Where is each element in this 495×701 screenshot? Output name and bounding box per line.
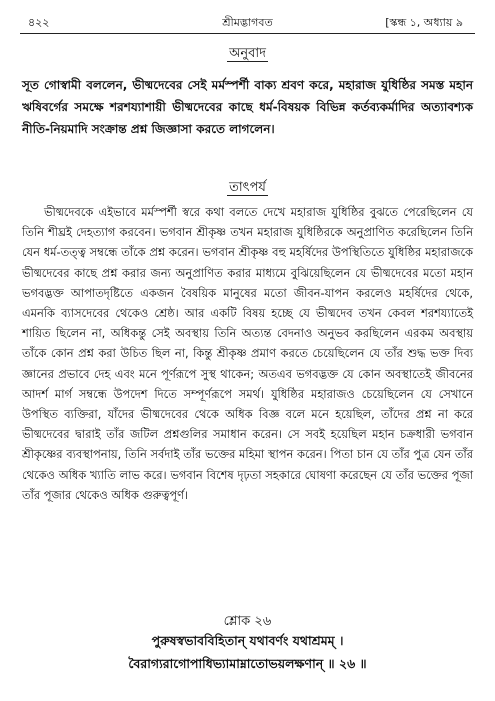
translation-text: সূত গোস্বামী বললেন, ভীষ্মদেবের সেই মর্মস্পর্শী বাক্য শ্রবণ করে, মহারাজ যুধিষ্ঠির সমস্ত মহান ঋষিবর্গের সমক্ষে শরশয্যাশায়ী ভীষ্মদেবের কাছে ধর্ম-বিষয়ক বিভিন্ন কর্তব্যকর্মাদির অত্যাবশ্যক নীতি-নিয়মাদি সংক্রান্ত প্রশ্ন জিজ্ঞাসা করতে লাগলেন। (22, 78, 473, 136)
verse-line-1: পুরুষস্বভাববিহিতান্ যথাবর্ণং যথাশ্রমম্ । (151, 633, 344, 648)
translation-heading: অনুবাদ (229, 46, 266, 61)
verse-line-2: বৈরাগ্যরাগোপাধিভ্যামাম্নাতোভয়লক্ষণান্ ॥ ২৬ ॥ (128, 656, 367, 671)
purport-heading: তাৎপর্য (229, 180, 266, 195)
chapter-reference: [স্কন্ধ ১, অধ্যায় ৯ (385, 16, 463, 29)
page-header (20, 14, 475, 30)
verse-heading: শ্লোক ২৬ (223, 614, 272, 629)
purport-body (22, 202, 473, 505)
page-number: ৪২২ (28, 16, 50, 29)
header-divider (20, 33, 475, 34)
purport-paragraph: ভীষ্মদেবকে এইভাবে মর্মস্পর্শী স্বরে কথা বলতে দেখে মহারাজ যুধিষ্ঠির বুঝতে পেরেছিলেন যে তিনি শীঘ্রই দেহত্যাগ করবেন। ভগবান শ্রীকৃষ্ণ তখন মহারাজ যুধিষ্ঠিরকে অনুপ্রাণিত করেছিলেন তিনি যেন ধর্ম-তত্ত্ব সম্বন্ধে তাঁকে প্রশ্ন করেন। ভগবান শ্রীকৃষ্ণ বহু মহর্ষিদের উপস্থিতিতে যুধিষ্ঠির মহারাজকে ভীষ্মদেবের কাছে প্রশ্ন করার জন্য অনুপ্রাণিত করার মাধ্যমে বুঝিয়েছিলেন যে ভীষ্মদেবের মতো মহান ভগবদ্ভক্ত আপাতদৃষ্টিতে একজন বৈষয়িক মানুষের মতো জীবন-যাপন করলেও মহর্ষিদের থেকে, এমনকি ব্যাসদেবের থেকেও শ্রেষ্ঠ। আর একটি বিষয় হচ্ছে যে ভীষ্মদেব তখন কেবল শরশয্যাতেই শায়িত ছিলেন না, অধিকন্তু সেই অবস্থায় তিনি অত্যন্ত বেদনাও অনুভব করছিলেন এরকম অবস্থায় তাঁকে কোন প্রশ্ন করা উচিত ছিল না, কিন্তু শ্রীকৃষ্ণ প্রমাণ করতে চেয়েছিলেন যে তাঁর শুদ্ধ ভক্ত দিব্য জ্ঞানের প্রভাবে দেহ এবং মনে পূর্ণরূপে সুস্থ থাকেন; অতএব ভগবদ্ভক্ত যে কোন অবস্থাতেই জীবনের আদর্শ মার্গ সম্বন্ধে উপদেশ দিতে সম্পূর্ণরূপে সমর্থ। যুধিষ্ঠির মহারাজও চেয়েছিলেন যে সেখানে উপস্থিত ব্যক্তিরা, যাঁদের ভীষ্মদেবের থেকে অধিক বিজ্ঞ বলে মনে হয়েছিল, তাঁদের প্রশ্ন না করে ভীষ্মদেবের দ্বারাই তাঁর জটিল প্রশ্নগুলির সমাধান করেন। সে সবই হয়েছিল মহান চক্রধারী ভগবান শ্রীকৃষ্ণের ব্যবস্থাপনায়, তিনি সর্বদাই তাঁর ভক্তের মহিমা স্থাপন করেন। পিতা চান যে তাঁর পুত্র যেন তাঁর থেকেও অধিক খ্যাতি লাভ করে। ভগবান বিশেষ দৃঢ়তা সহকারে ঘোষণা করেছেন যে তাঁর ভক্তের পূজা তাঁর পূজার থেকেও অধিক গুরুত্বপূর্ণ। (22, 205, 473, 502)
book-title: শ্রীমদ্ভাগবত (222, 16, 273, 29)
